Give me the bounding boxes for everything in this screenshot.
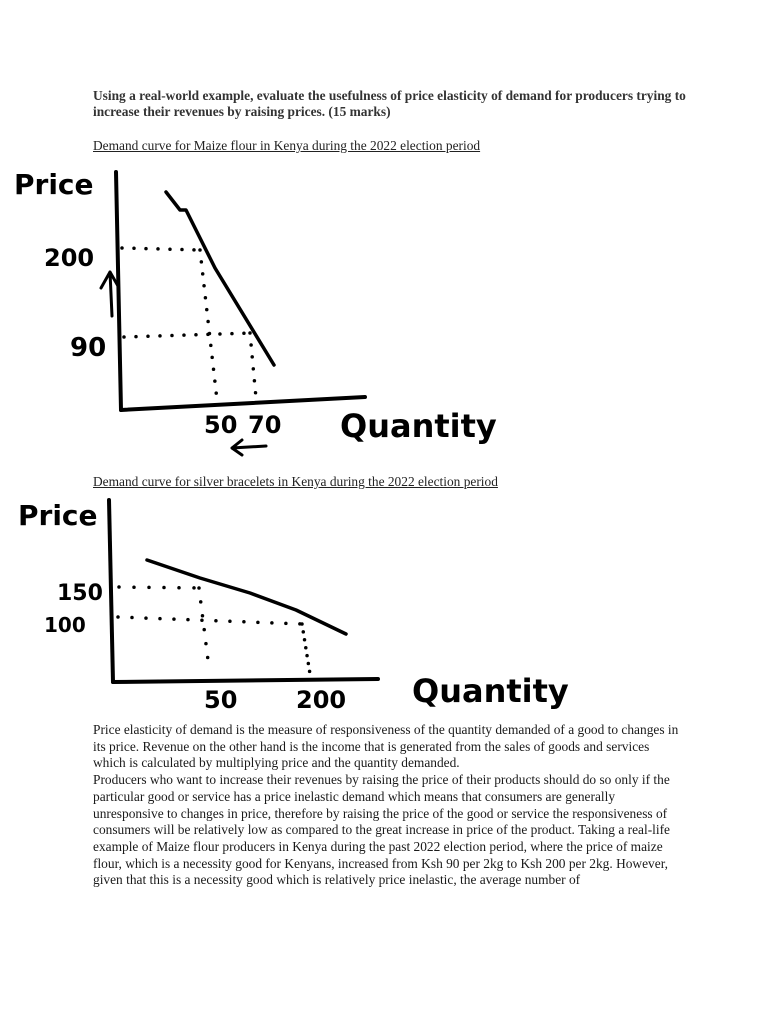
chart1-guide-price-90: [124, 333, 250, 337]
answer-body: [93, 722, 683, 889]
chart2-caption: Demand curve for silver bracelets in Kenya during the 2022 election period: [93, 474, 498, 489]
chart2-demand-curve: [147, 560, 346, 634]
chart1-qty-label-50: 50: [204, 411, 238, 439]
chart1-x-axis-label: Quantity: [340, 407, 497, 445]
chart2-x-axis-label: Quantity: [412, 672, 569, 710]
chart2-y-axis: [109, 500, 113, 682]
chart1-guide-price-200: [122, 248, 200, 250]
chart2-guide-qty-50: [199, 588, 209, 668]
chart2-qty-label-200: 200: [296, 686, 347, 714]
chart1-x-axis: [121, 397, 365, 410]
chart1-price-label-200: 200: [44, 244, 95, 272]
chart1-y-axis-label: Price: [14, 168, 94, 201]
chart1-caption: Demand curve for Maize flour in Kenya during the 2022 election period: [93, 138, 481, 153]
chart2-price-label-100: 100: [44, 613, 86, 637]
chart1-guide-qty-50: [200, 250, 217, 400]
chart2-guide-qty-200: [302, 624, 310, 674]
chart2-qty-label-50: 50: [204, 686, 238, 714]
paragraph-argument: Producers who want to increase their revenues by raising the price of their products should do so only if the particular good or service has a price inelastic demand which means that consumers are generally unresponsive to changes in price, therefore by raising the price of the good or service the responsiveness of consumers will be relatively low as compared to the great increase in price of the product. Taking a real-life example of Maize flour producers in Kenya during the past 2022 election period, where the price of maize flour, which is a necessity good for Kenyans, increased from Ksh 90 per 2kg to Ksh 200 per 2kg. However, given that this is a necessity good which is relatively price inelastic, the average number of: [93, 772, 670, 888]
bracelet-demand-chart: [0, 490, 768, 715]
chart1-price-label-90: 90: [70, 333, 107, 363]
chart2-y-axis-label: Price: [18, 499, 98, 532]
chart1-y-axis: [116, 172, 121, 410]
chart2-guide-price-150: [119, 587, 199, 588]
left-arrow-icon: [232, 440, 266, 455]
chart1-guide-qty-70: [250, 333, 256, 398]
chart1-demand-curve: [166, 192, 274, 365]
maize-demand-chart: [0, 160, 768, 460]
chart2-price-label-150: 150: [57, 581, 103, 606]
paragraph-definition: Price elasticity of demand is the measure of responsiveness of the quantity demanded of a good to changes in its price. Revenue on the other hand is the income that is generated from the sales of goods and services which is calculated by multiplying price and the quantity demanded.: [93, 722, 679, 771]
question-text: Using a real-world example, evaluate the usefulness of price elasticity of demand for producers trying to increase their revenues by raising prices. (15 marks): [93, 88, 686, 119]
chart2-x-axis: [113, 679, 378, 682]
up-arrow-icon: [101, 272, 118, 316]
chart1-qty-label-70: 70: [248, 411, 282, 439]
chart2-guide-price-100: [118, 617, 302, 624]
